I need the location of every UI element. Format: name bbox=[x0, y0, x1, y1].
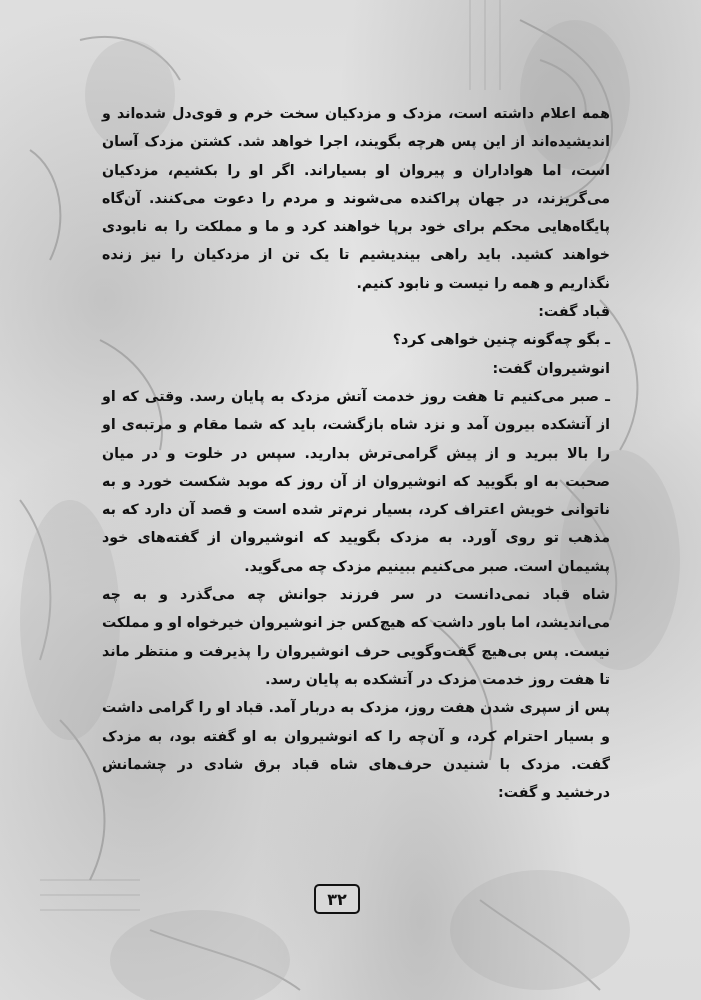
paragraph-1: همه اعلام داشته است، مزدک و مزدکیان سخت خرم و قوی‌دل شده‌اند و اندیشیده‌اند از این پس هرچه بگویند، اجرا خواهد شد. کشتن مزدک آسان است، اما هواداران و پیروان او بسیاراند. اگر او را بکشیم، مزدکیان می‌گریزند، در جهان پراکنده می‌شوند و مردم را دعوت می‌کنند. آن‌گاه پایگاه‌هایی محکم برای خود برپا خواهند کرد و ما و مملکت را به نابودی خواهند کشید. باید راهی بیندیشیم تا یک تن از مزدکیان را نیز زنده نگذاریم و همه را نیست و نابود کنیم. bbox=[102, 106, 610, 292]
paragraph-7: پس از سپری شدن هفت روز، مزدک به دربار آمد. قباد او را گرامی داشت و بسیار احترام کرد، و آن‌چه را که انوشیروان به او گفته بود، به مزدک گفت. مزدک با شنیدن حرف‌های شاه قباد برق شادی در چشمانش درخشید و گفت: bbox=[102, 700, 610, 802]
body-text bbox=[102, 100, 610, 807]
paragraph-2: قباد گفت: bbox=[538, 304, 610, 321]
paragraph-6: شاه قباد نمی‌دانست در سر فرزند جوانش چه می‌گذرد و به چه می‌اندیشد، اما باور داشت که هیچ‌کس جز انوشیروان خیرخواه او و مملکت نیست. پس بی‌هیچ گفت‌وگویی حرف انوشیروان را پذیرفت و منتظر ماند تا هفت روز خدمت مزدک در آتشکده به پایان رسد. bbox=[102, 587, 610, 688]
paragraph-5: ـ صبر می‌کنیم تا هفت روز خدمت آتش مزدک به پایان رسد. وقتی که او از آتشکده بیرون آمد و نزد شاه بازگشت، باید که شما مقام و مرتبه‌ی او را بالا ببرید و از پیش گرامی‌ترش بدارید. سپس در خلوت و در میان صحبت به او بگویید که انوشیروان از آن روز که موبد شکست خورد و به ناتوانی خویش اعتراف کرد، بسیار نرم‌تر شده است و قصد آن دارد که به مذهب تو روی آورد. به مزدک بگویید که انوشیروان از گفته‌های خود پشیمان است. صبر می‌کنیم ببینیم مزدک چه می‌گوید. bbox=[102, 388, 610, 575]
paragraph-4: انوشیروان گفت: bbox=[492, 360, 610, 377]
paragraph-3: ـ بگو چه‌گونه چنین خواهی کرد؟ bbox=[392, 332, 610, 349]
page-number: ۳۲ bbox=[314, 884, 360, 914]
